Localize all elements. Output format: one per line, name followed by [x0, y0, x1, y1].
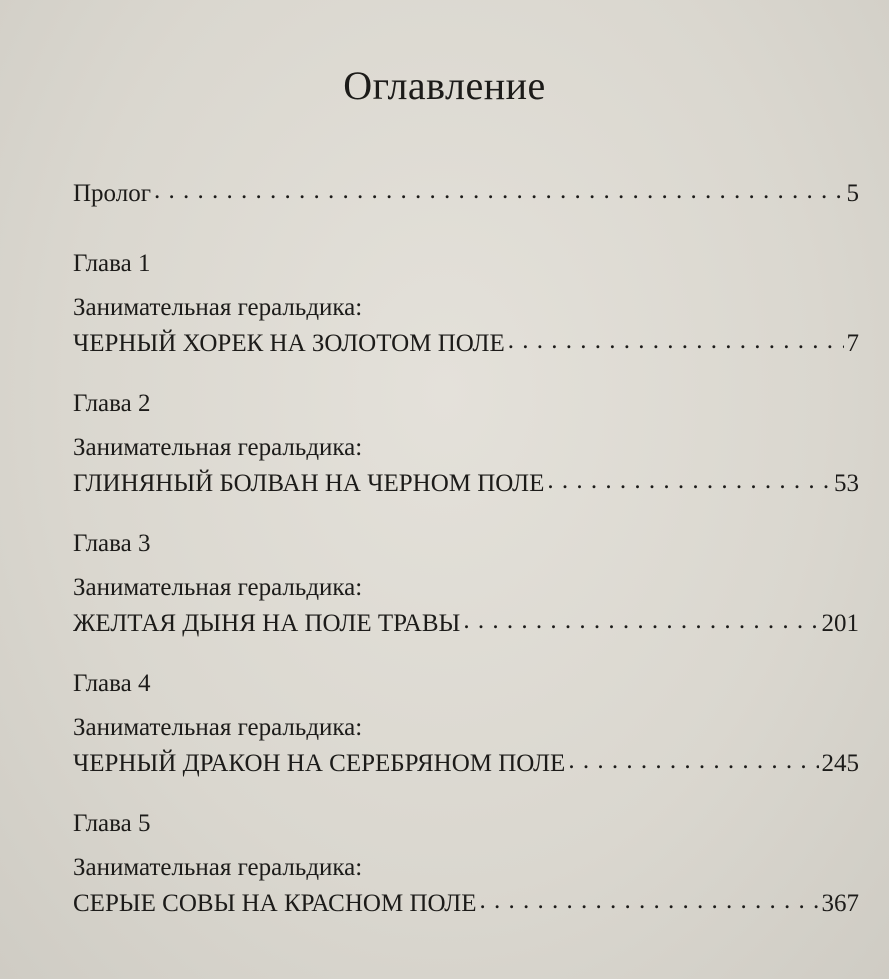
- toc-chapter-3: [73, 522, 859, 654]
- toc-page-number: 201: [821, 610, 859, 637]
- chapter-title-line: [73, 330, 859, 374]
- dot-leader: [480, 891, 819, 911]
- chapter-subtitle: Занимательная геральдика:: [73, 714, 363, 741]
- toc-page-number: 5: [846, 180, 859, 207]
- toc-entry-prologue: [73, 180, 859, 224]
- chapter-number: Глава 5: [73, 810, 151, 837]
- chapter-number: Глава 2: [73, 390, 151, 417]
- chapter-subtitle: Занимательная геральдика:: [73, 854, 363, 881]
- chapter-title: ЖЕЛТАЯ ДЫНЯ НА ПОЛЕ ТРАВЫ: [73, 610, 461, 637]
- chapter-title: ЧЕРНЫЙ ХОРЕК НА ЗОЛОТОМ ПОЛЕ: [73, 330, 505, 357]
- chapter-number: Глава 4: [73, 670, 151, 697]
- toc-page-number: 367: [821, 890, 859, 917]
- chapter-subtitle: Занимательная геральдика:: [73, 574, 363, 601]
- toc-chapter-4: [73, 662, 859, 794]
- dot-leader: [463, 611, 818, 631]
- toc-chapter-2: [73, 382, 859, 514]
- chapter-title-line: [73, 750, 859, 794]
- toc-chapter-5: [73, 802, 859, 934]
- toc-page-number: 7: [846, 330, 859, 357]
- chapter-title-line: [73, 610, 859, 654]
- page-title: Оглавление: [343, 63, 546, 108]
- chapter-number: Глава 3: [73, 530, 151, 557]
- chapter-subtitle: Занимательная геральдика:: [73, 434, 363, 461]
- chapter-title-line: [73, 890, 859, 934]
- dot-leader: [508, 331, 844, 351]
- chapter-title: ГЛИНЯНЫЙ БОЛВАН НА ЧЕРНОМ ПОЛЕ: [73, 470, 545, 497]
- toc-page-number: 245: [821, 750, 859, 777]
- chapter-subtitle: Занимательная геральдика:: [73, 294, 363, 321]
- table-of-contents: [73, 180, 859, 934]
- chapter-number: Глава 1: [73, 250, 151, 277]
- chapter-title-line: [73, 470, 859, 514]
- chapter-title: СЕРЫЕ СОВЫ НА КРАСНОМ ПОЛЕ: [73, 890, 477, 917]
- dot-leader: [154, 181, 844, 201]
- toc-chapter-1: [73, 242, 859, 374]
- toc-page-number: 53: [834, 470, 859, 497]
- toc-entry-label: Пролог: [73, 180, 151, 207]
- dot-leader: [568, 751, 818, 771]
- chapter-title: ЧЕРНЫЙ ДРАКОН НА СЕРЕБРЯНОМ ПОЛЕ: [73, 750, 566, 777]
- dot-leader: [547, 471, 831, 491]
